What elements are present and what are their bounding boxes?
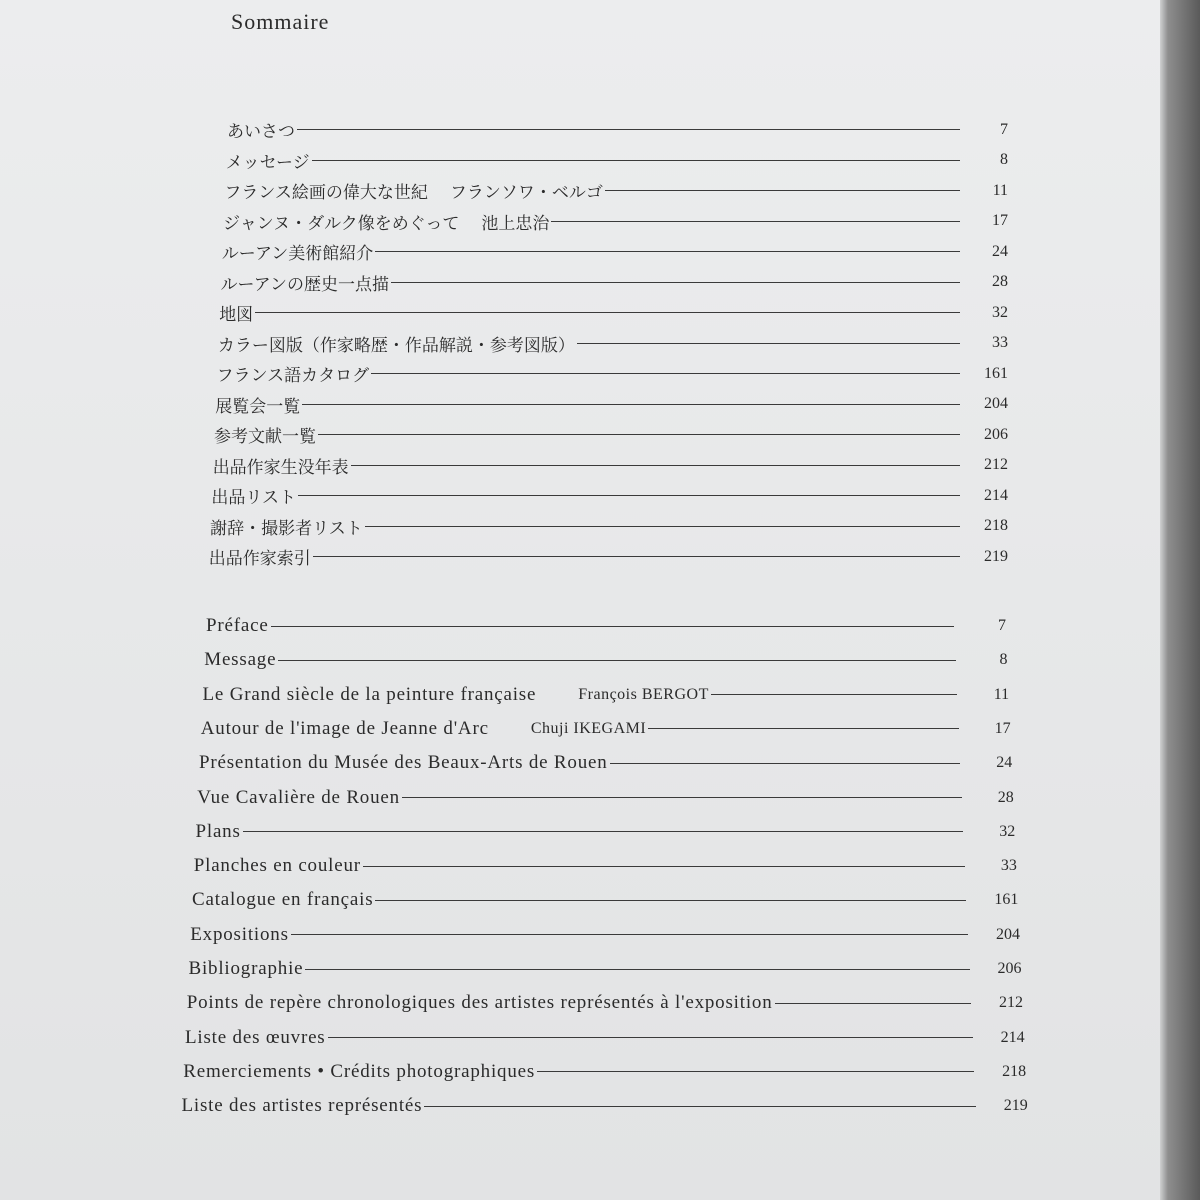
leader-line — [605, 190, 960, 191]
toc-entry-page: 7 — [1000, 120, 1008, 138]
toc-entry-title: メッセージ — [225, 152, 310, 173]
toc-entry-title: 参考文献一覧 — [214, 427, 316, 447]
toc-entry — [210, 514, 1008, 539]
toc-entry-page: 204 — [995, 925, 1020, 943]
toc-entry-title: Bibliographie — [188, 958, 304, 979]
toc-entry-author: Chuji IKEGAMI — [530, 719, 647, 737]
toc-entry-title: Points de repère chronologiques des artistes représentés à l'exposition — [186, 992, 773, 1014]
toc-entry — [221, 270, 1009, 295]
toc-entry-author: 池上忠治 — [481, 213, 550, 234]
toc-entry-title: Message — [204, 649, 277, 671]
toc-entry-page: 24 — [991, 242, 1008, 260]
toc-entry-page: 218 — [1002, 1062, 1027, 1080]
toc-entry-title: 展覧会一覧 — [215, 396, 301, 417]
leader-line — [365, 526, 960, 527]
toc-entry-title: 出品作家索引 — [208, 549, 311, 569]
leader-line — [291, 934, 968, 935]
toc-entry-title: Autour de l'image de Jeanne d'Arc — [200, 717, 489, 739]
toc-entry-page: 212 — [999, 994, 1024, 1012]
toc-entry-page: 204 — [983, 395, 1008, 412]
toc-entry-page: 17 — [991, 212, 1008, 229]
toc-entry — [201, 718, 1011, 740]
leader-line — [711, 694, 957, 695]
toc-entry — [217, 361, 1008, 386]
leader-line — [375, 251, 960, 252]
toc-entry — [183, 1061, 1026, 1083]
leader-line — [278, 660, 955, 661]
toc-entry-title: Liste des œuvres — [185, 1026, 326, 1048]
leader-line — [297, 129, 960, 130]
toc-entry-page: 8 — [999, 651, 1008, 669]
toc-entry-page: 161 — [994, 891, 1019, 909]
toc-entry — [218, 331, 1008, 356]
toc-entry-title: Expositions — [190, 923, 289, 945]
toc-entry-title: Liste des artistes représentés — [181, 1095, 423, 1117]
toc-entry-title: カラー図版（作家略歴・作品解説・参考図版） — [217, 335, 575, 356]
toc-entry — [223, 209, 1008, 234]
toc-entry-title: Planches en couleur — [193, 855, 361, 877]
leader-line — [577, 343, 960, 344]
toc-entry-page: 28 — [992, 273, 1008, 290]
toc-entry-title: 出品リスト — [211, 488, 297, 508]
toc-entry-page: 206 — [984, 425, 1008, 443]
toc-entry-title: フランス語カタログ — [216, 366, 370, 386]
toc-entry — [196, 821, 1016, 843]
leader-line — [402, 797, 962, 798]
toc-entry-page: 218 — [983, 517, 1008, 534]
toc-entry-title: ルーアン美術館紹介 — [221, 244, 374, 264]
toc-entry — [204, 649, 1007, 671]
toc-entry-page: 214 — [1000, 1028, 1025, 1046]
leader-line — [243, 831, 964, 832]
leader-line — [313, 556, 960, 557]
toc-entry-title: あいさつ — [227, 122, 295, 142]
toc-entry — [226, 148, 1008, 173]
toc-entry-page: 219 — [1003, 1097, 1028, 1115]
toc-entry-page: 11 — [992, 181, 1008, 199]
toc-entry-title: 出品作家生没年表 — [212, 457, 349, 478]
toc-entry-title: Vue Cavalière de Rouen — [197, 786, 400, 808]
leader-line — [551, 221, 960, 222]
toc-entry-page: 212 — [983, 456, 1008, 473]
toc-entry — [219, 300, 1008, 325]
toc-entry-author: フランソワ・ベルゴ — [449, 183, 603, 203]
toc-entry-page: 33 — [991, 334, 1008, 351]
leader-line — [371, 373, 960, 374]
leader-line — [271, 626, 954, 627]
toc-entry-title: フランス絵画の偉大な世紀 — [224, 183, 428, 203]
toc-entry-title: Plans — [195, 820, 241, 842]
toc-entry-title: Préface — [206, 615, 269, 636]
toc-entry — [211, 483, 1008, 508]
leader-line — [318, 434, 960, 435]
page-title: Sommaire — [231, 9, 330, 34]
toc-entry — [214, 422, 1008, 447]
toc-entry-page: 206 — [997, 960, 1022, 977]
toc-entry-page: 32 — [999, 822, 1016, 840]
leader-line — [328, 1037, 973, 1038]
toc-entry — [194, 855, 1017, 877]
toc-entry-title: Présentation du Musée des Beaux-Arts de Rouen — [199, 752, 608, 774]
toc-entry-page: 214 — [983, 486, 1008, 504]
leader-line — [255, 312, 960, 313]
toc-entry-page: 161 — [983, 364, 1008, 382]
leader-line — [312, 160, 960, 161]
leader-line — [610, 763, 961, 764]
toc-entry — [187, 992, 1023, 1014]
toc-entry-title: 謝辞・撮影者リスト — [210, 518, 363, 539]
toc-entry-page: 32 — [991, 303, 1008, 321]
toc-entry-title: ルーアンの歴史一点描 — [220, 274, 389, 295]
toc-entry — [227, 117, 1008, 142]
toc-entry — [190, 924, 1020, 946]
toc-entry-title: Catalogue en français — [192, 889, 374, 911]
leader-line — [305, 969, 969, 970]
leader-line — [298, 495, 960, 496]
leader-line — [424, 1106, 975, 1107]
toc-entry-page: 33 — [1000, 857, 1017, 875]
toc-entry — [224, 178, 1008, 203]
toc-entry — [192, 889, 1018, 911]
toc-entry — [213, 453, 1008, 478]
toc-entry-author: François BERGOT — [578, 685, 709, 703]
leader-line — [775, 1003, 972, 1004]
toc-entry — [182, 1095, 1028, 1117]
toc-entry-title: ジャンヌ・ダルク像をめぐって — [223, 213, 460, 234]
toc-entry — [199, 752, 1012, 774]
toc-entry-page: 11 — [993, 685, 1010, 703]
toc-entry-page: 17 — [994, 719, 1011, 737]
toc-entry-page: 24 — [996, 754, 1013, 772]
leader-line — [537, 1071, 974, 1072]
toc-entry — [215, 392, 1008, 417]
toc-entry-title: 地図 — [219, 305, 254, 325]
toc-entry-page: 219 — [983, 547, 1008, 565]
leader-line — [302, 404, 960, 405]
leader-line — [351, 465, 960, 466]
toc-entry — [189, 958, 1022, 980]
toc-entry — [222, 239, 1008, 264]
toc-entry-title: Le Grand siècle de la peinture française — [202, 683, 537, 705]
toc-entry — [197, 787, 1014, 809]
leader-line — [375, 900, 966, 901]
leader-line — [648, 728, 958, 729]
leader-line — [391, 282, 960, 283]
toc-entry-page: 28 — [997, 788, 1014, 806]
toc-entry-page: 8 — [999, 151, 1008, 168]
page-edge-shadow — [1160, 0, 1200, 1200]
toc-entry-title: Remerciements • Crédits photographiques — [183, 1060, 536, 1082]
toc-entry — [203, 684, 1010, 706]
toc-entry — [185, 1027, 1025, 1049]
toc-entry-page: 7 — [998, 617, 1006, 634]
leader-line — [363, 866, 965, 867]
toc-entry — [209, 544, 1008, 569]
toc-entry — [206, 615, 1006, 637]
